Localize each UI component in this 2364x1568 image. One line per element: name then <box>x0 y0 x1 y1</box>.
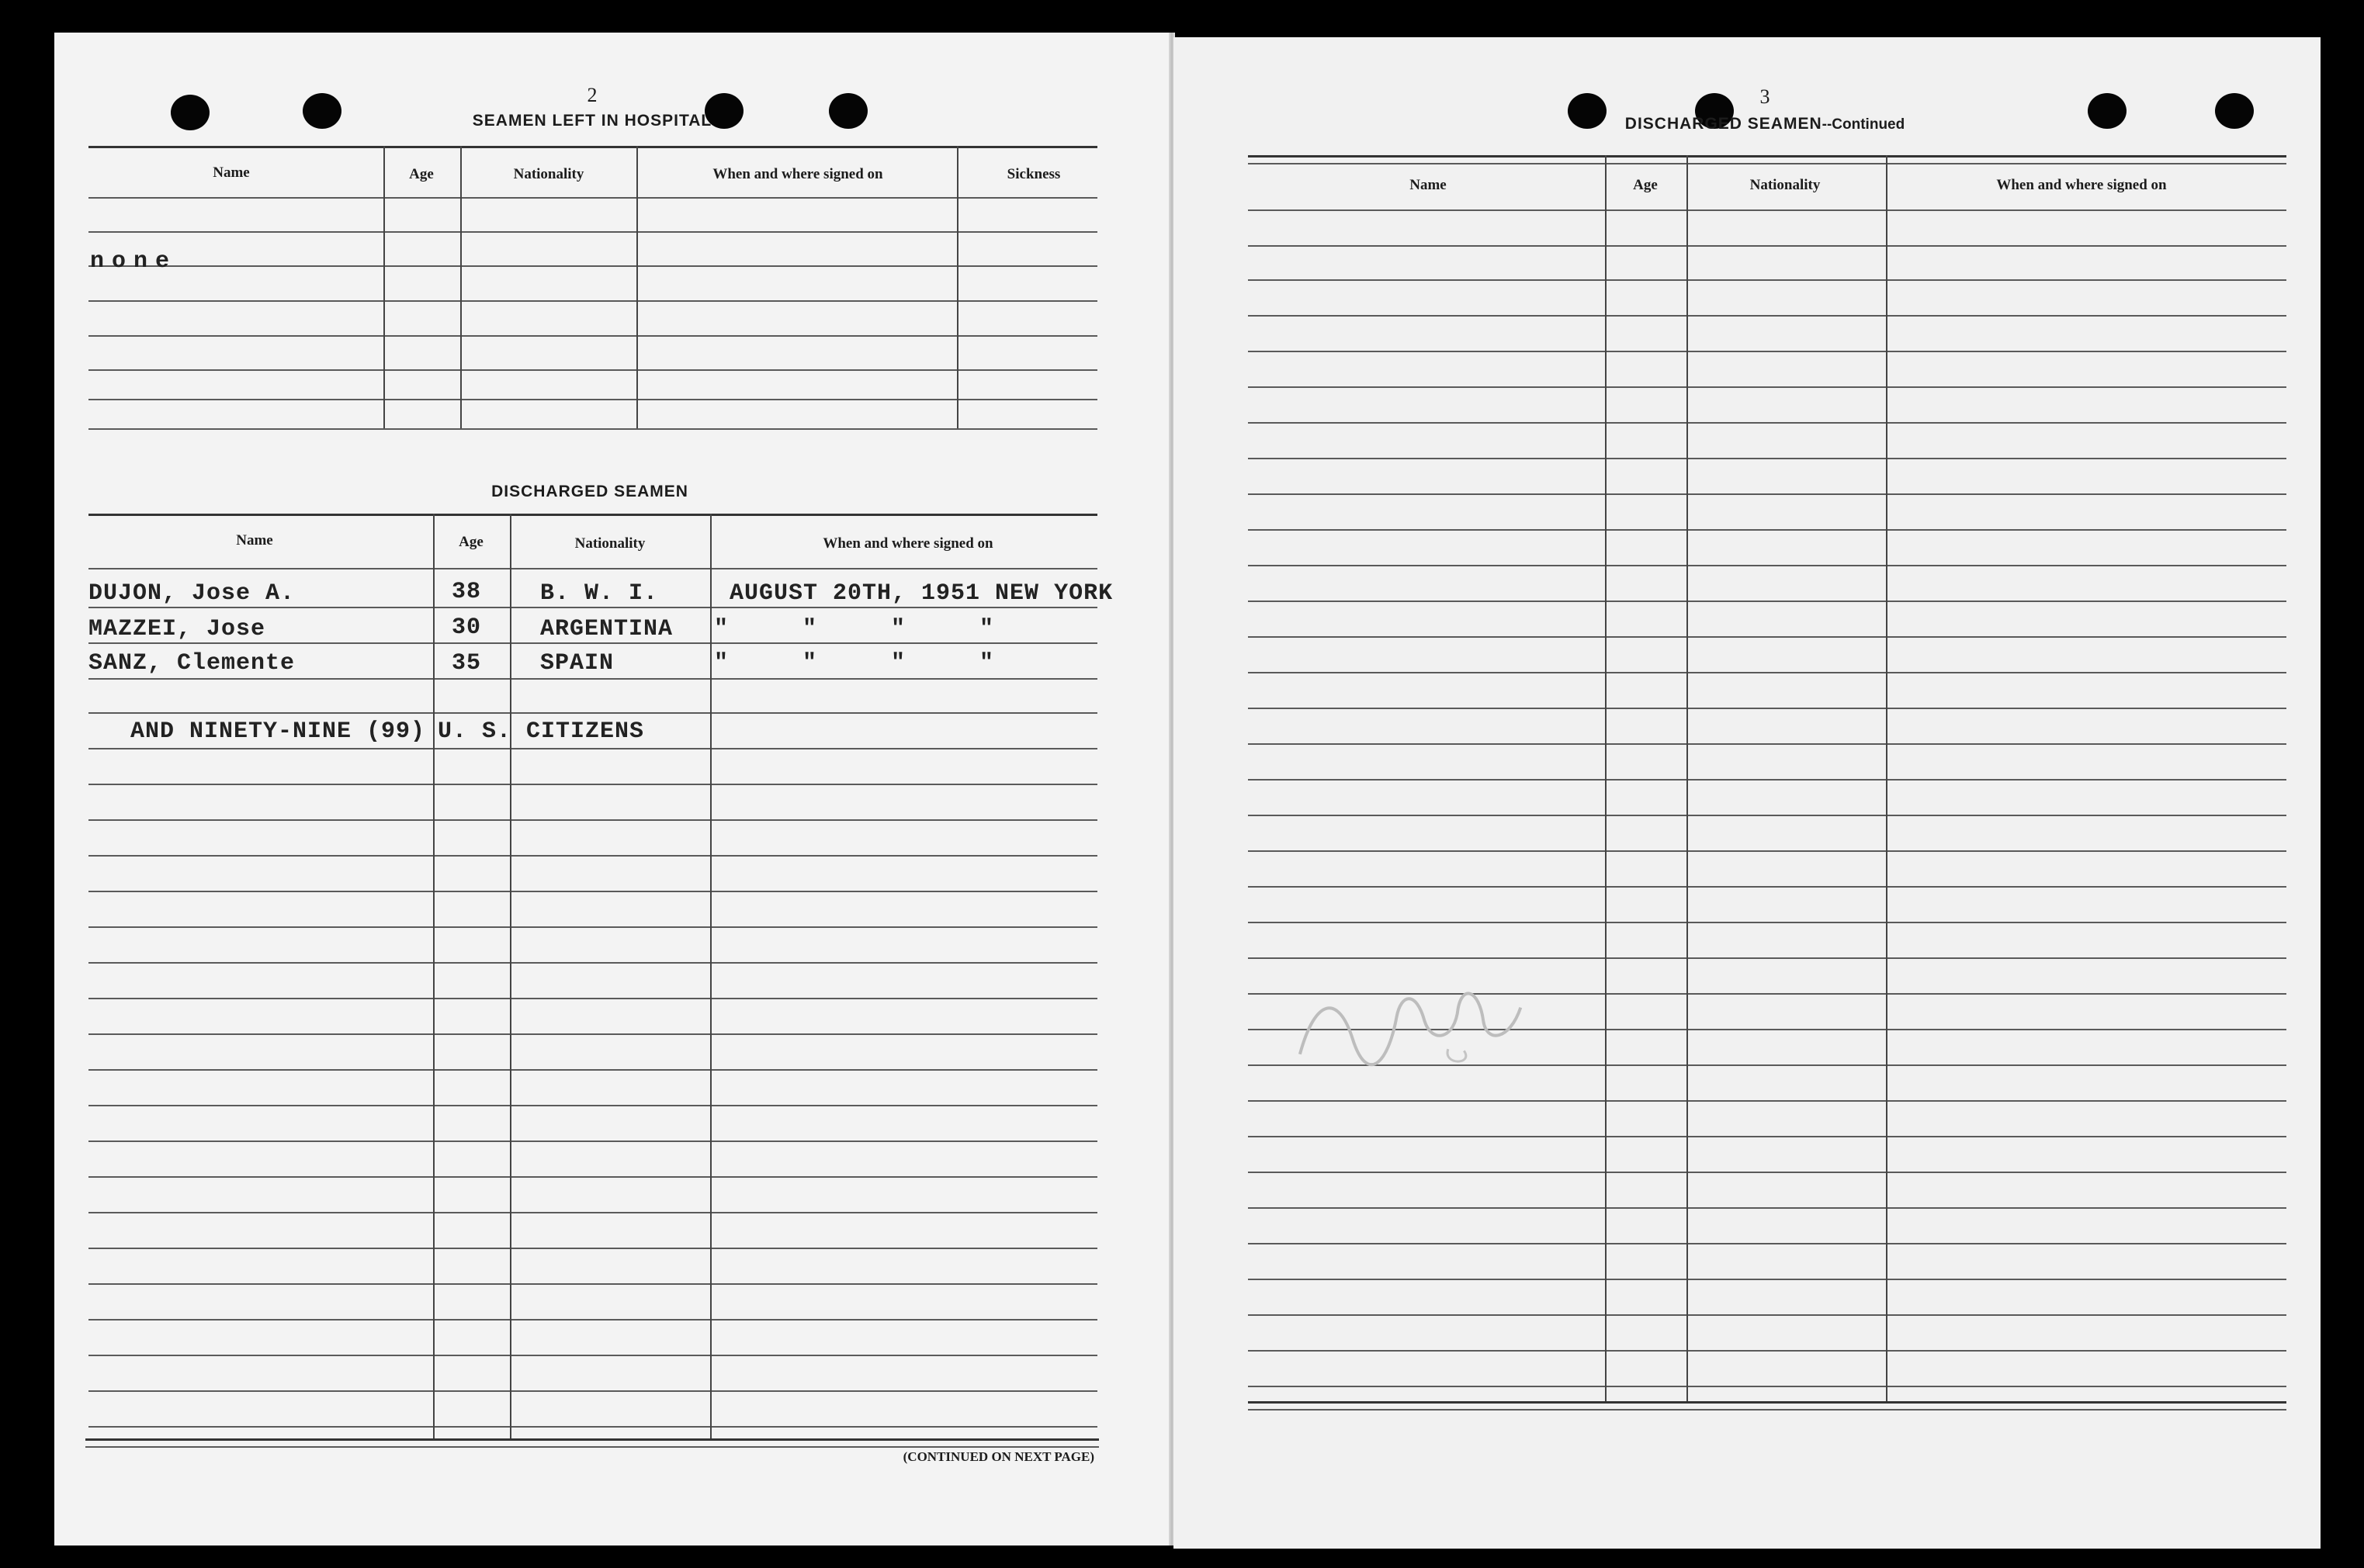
seaman-name: MAZZEI, Jose <box>88 616 266 642</box>
left-page <box>54 33 1173 1546</box>
discharged-section-title: DISCHARGED SEAMEN <box>491 483 688 500</box>
column-header-age: Age <box>409 166 434 182</box>
citizens-note: AND NINETY-NINE (99) <box>130 718 426 745</box>
seaman-nationality: SPAIN <box>540 650 615 677</box>
punch-hole <box>829 93 868 129</box>
column-header-age: Age <box>1633 177 1658 193</box>
citizens-note: CITIZENS <box>526 718 645 745</box>
right-page <box>1173 37 2321 1549</box>
column-header-sickness: Sickness <box>1007 166 1061 182</box>
signature-scribble-icon <box>1282 952 1543 1094</box>
column-header-name: Name <box>213 164 250 181</box>
punch-hole <box>2215 93 2254 129</box>
seaman-age: 38 <box>452 579 482 605</box>
hospital-entry: none <box>90 248 178 275</box>
page-number: 3 <box>1759 85 1770 108</box>
seaman-age: 35 <box>452 650 482 677</box>
seaman-signed-on: AUGUST 20TH, 1951 NEW YORK <box>730 580 1114 607</box>
column-header-age: Age <box>459 534 484 550</box>
signature-mark <box>1282 952 1545 1109</box>
column-header-name: Name <box>1409 177 1447 193</box>
seaman-name: SANZ, Clemente <box>88 650 296 677</box>
column-header-nationality: Nationality <box>574 535 646 552</box>
column-header-signed-on: When and where signed on <box>712 166 883 182</box>
section-title-suffix: --Continued <box>1822 116 1905 133</box>
column-header-signed-on: When and where signed on <box>823 535 993 552</box>
column-header-nationality: Nationality <box>513 166 584 182</box>
continued-footer: (CONTINUED ON NEXT PAGE) <box>903 1449 1094 1464</box>
seaman-age: 30 <box>452 614 482 641</box>
section-title-main: DISCHARGED SEAMEN <box>1624 115 1822 133</box>
seaman-nationality: B. W. I. <box>540 580 659 607</box>
seaman-signed-on: " " " " <box>714 650 995 677</box>
punch-hole <box>303 93 341 129</box>
column-header-name: Name <box>236 532 273 549</box>
column-header-nationality: Nationality <box>1749 177 1821 193</box>
hospital-section-title: SEAMEN LEFT IN HOSPITAL <box>472 112 712 130</box>
seaman-name: DUJON, Jose A. <box>88 580 296 607</box>
punch-hole <box>171 95 210 130</box>
punch-hole <box>1568 93 1607 129</box>
discharged-continued-title <box>1625 115 1905 133</box>
page-number: 2 <box>587 84 598 106</box>
punch-hole <box>2088 93 2127 129</box>
seaman-signed-on: " " " " <box>714 616 995 642</box>
column-header-signed-on: When and where signed on <box>1996 177 2167 193</box>
citizens-note: U. S. <box>438 718 512 745</box>
seaman-nationality: ARGENTINA <box>540 616 674 642</box>
